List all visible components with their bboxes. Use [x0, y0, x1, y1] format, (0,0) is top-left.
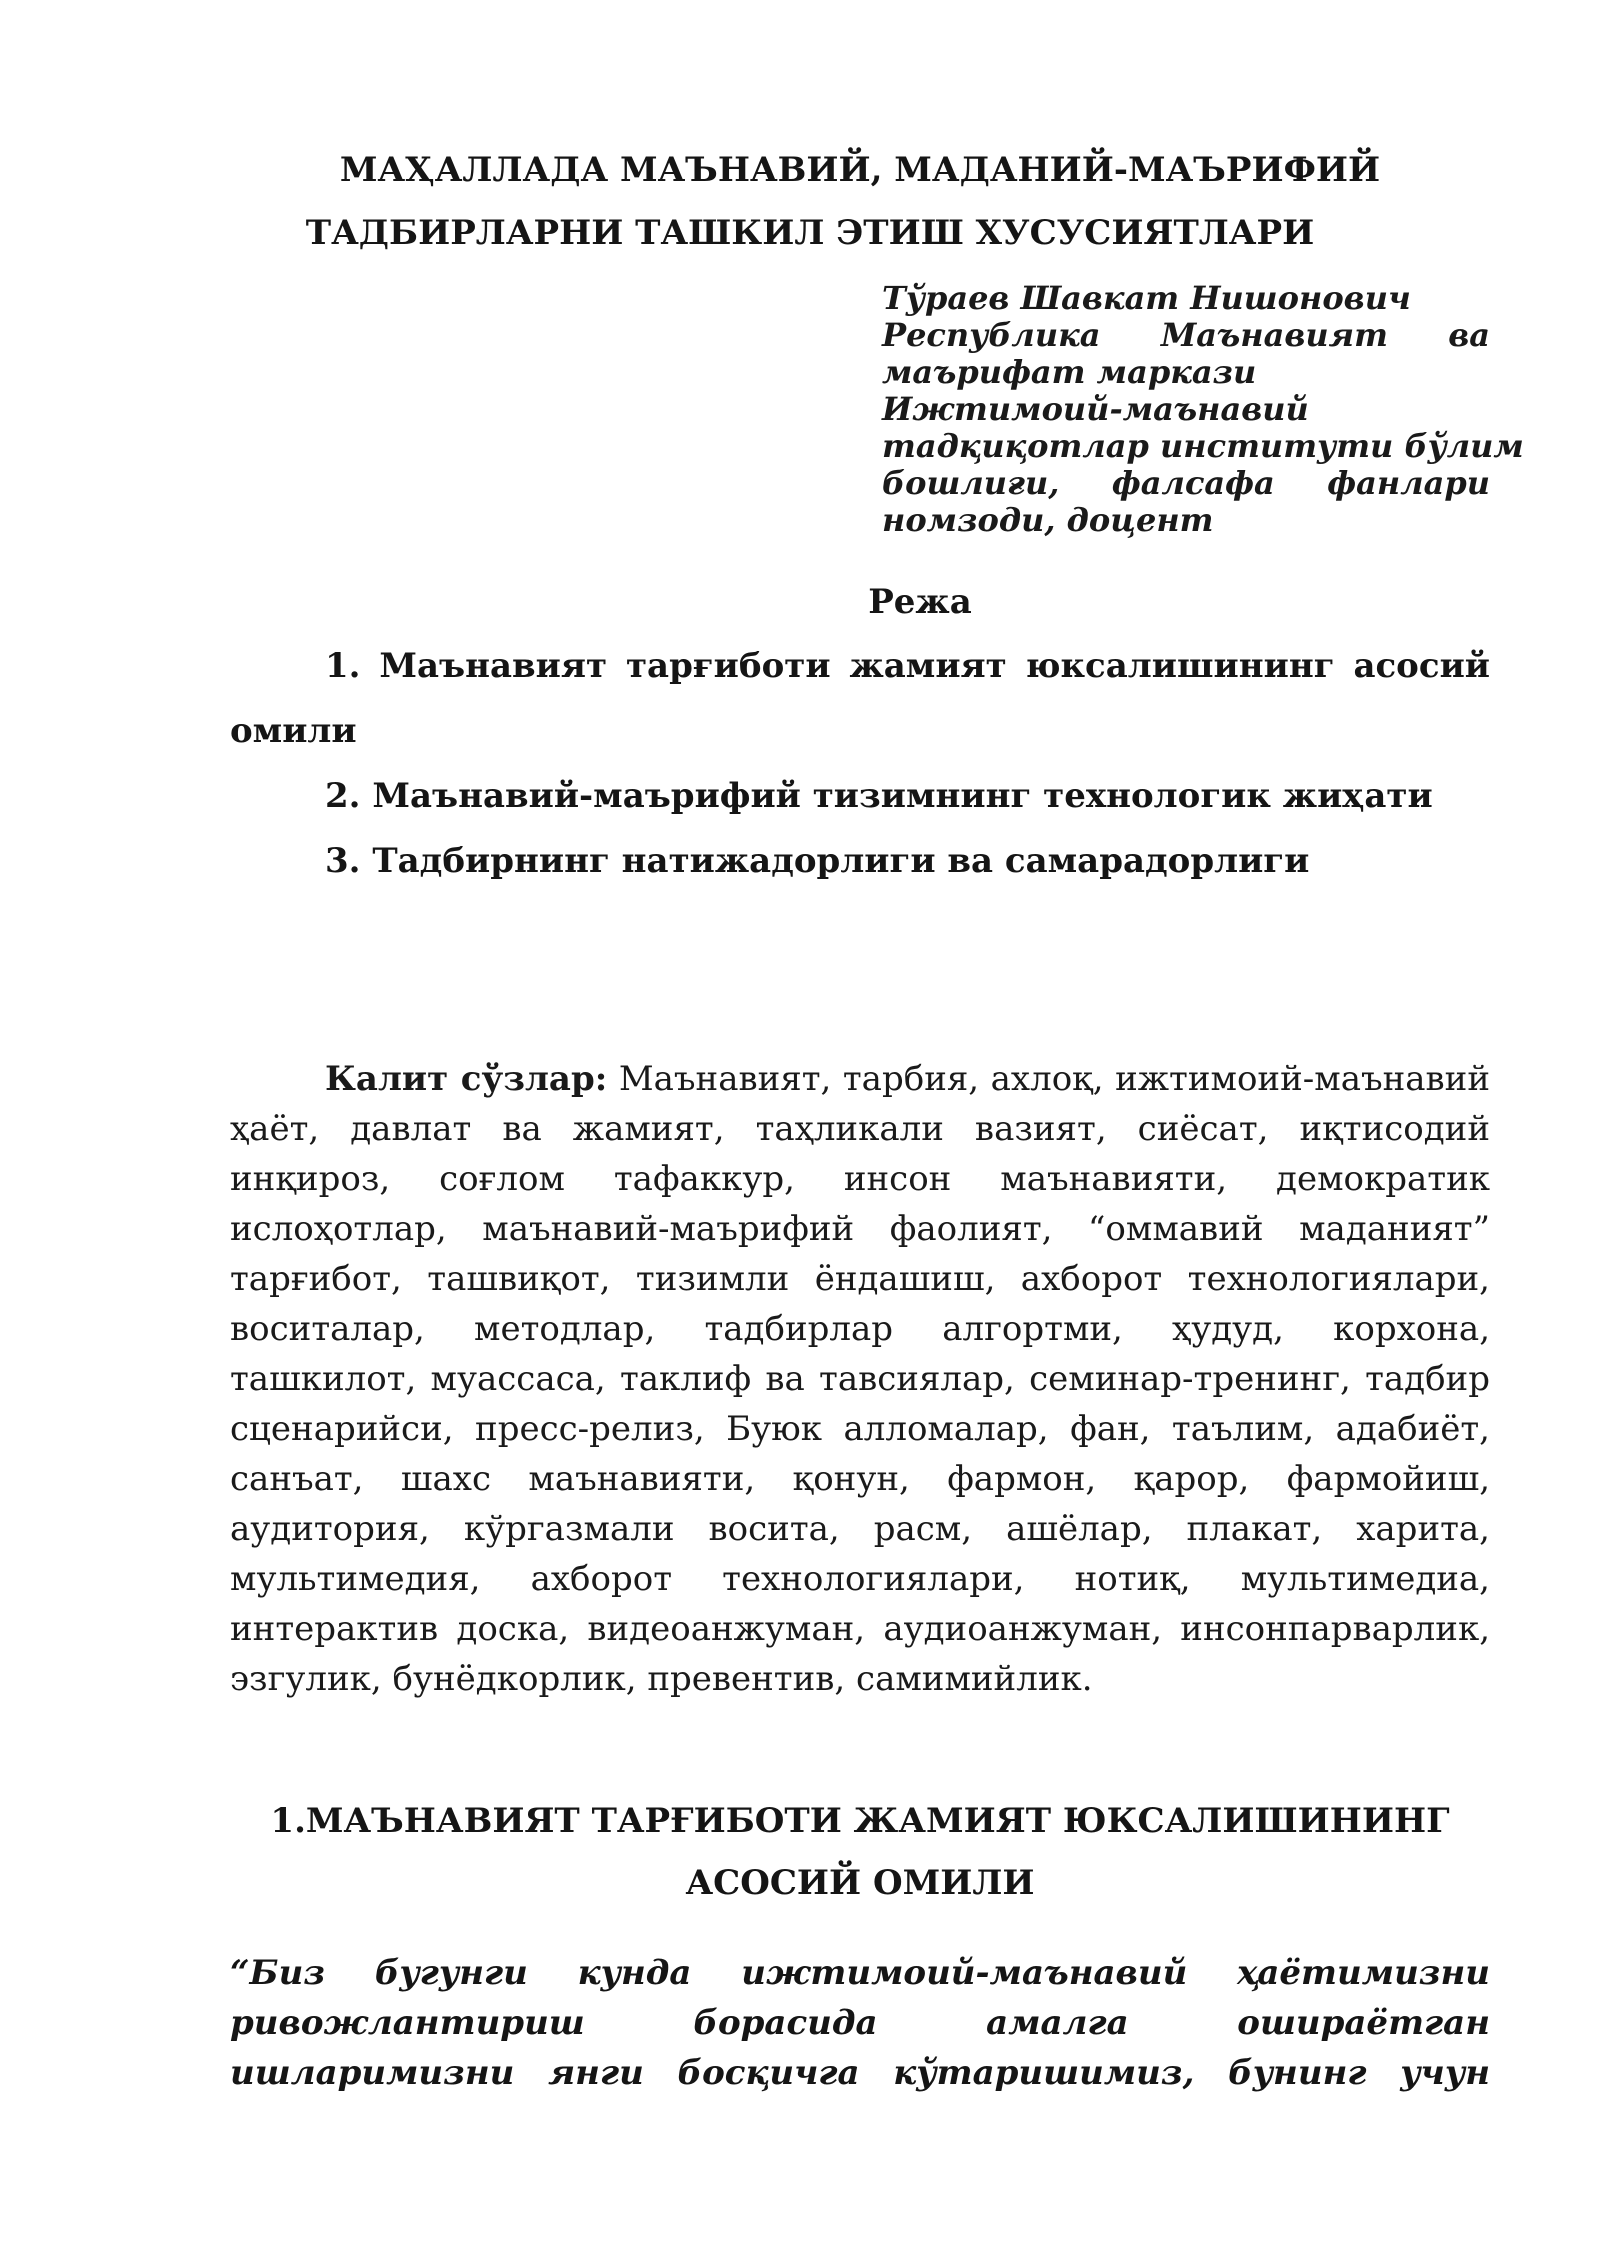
- author-affiliation-line: тадқиқотлар институти бўлим: [882, 427, 1524, 465]
- document-title-line-1: МАҲАЛЛАДА МАЪНАВИЙ, МАДАНИЙ-МАЪРИФИЙ: [339, 150, 1381, 190]
- plan-list: [230, 634, 1490, 894]
- author-name: Тўраев Шавкат Нишонович: [882, 279, 1411, 317]
- author-degree-line: номзоди, доцент: [882, 501, 1214, 539]
- author-affiliation-line: бошлиғи, фалсафа фанлари: [882, 464, 1490, 502]
- quote-line: ишларимизни янги босқичга кўтаришимиз, бунинг учун: [230, 2053, 1490, 2093]
- keywords-text: Маънавият, тарбия, ахлоқ, ижтимоий-маънавий ҳаёт, давлат ва жамият, таҳликали вазият, сиёсат, иқтисодий инқироз, соғлом тафаккур, инсон маънавияти, демократик ислоҳотлар, маънавий-маърифий фаолият, “оммавий маданият” тарғибот, ташвиқот, тизимли ёндашиш, ахборот технологиялари, воситалар, методлар, тадбирлар алгортми, ҳудуд, корхона, ташкилот, муассаса, таклиф ва тавсиялар, семинар-тренинг, тадбир сценарийси, пресс-релиз, Буюк алломалар, фан, таълим, адабиёт, санъат, шахс маънавияти, қонун, фармон, қарор, фармойиш, аудитория, кўргазмали восита, расм, ашёлар, плакат, харита, мультимедия, ахборот технологиялари, нотиқ, мультимедиа, интерактив доска, видеоанжуман, аудиоанжуман, инсонпарварлик, эзгулик, бунёдкорлик, превентив, самимийлик.: [230, 1059, 1490, 1699]
- plan-item-1: 1. Маънавият тарғиботи жамият юксалишининг асосий омили: [230, 646, 1490, 751]
- plan-heading: Режа: [868, 582, 972, 622]
- section-heading: [230, 1790, 1490, 1914]
- quote-line: “Биз бугунги кунда ижтимоий-маънавий ҳаётимизни: [230, 1953, 1490, 1993]
- plan-item-2: 2. Маънавий-маърифий тизимнинг технологик жиҳати: [325, 776, 1433, 816]
- author-block: [882, 279, 1524, 539]
- section-heading-line-1: 1.МАЪНАВИЯТ ТАРҒИБОТИ ЖАМИЯТ ЮКСАЛИШИНИНГ: [270, 1801, 1450, 1841]
- author-affiliation-line: Республика Маънавият ва: [882, 316, 1490, 354]
- author-affiliation-line: Ижтимоий-маънавий: [882, 390, 1309, 428]
- author-affiliation-line: маърифат маркази: [882, 353, 1257, 391]
- document-title-line-2: ТАДБИРЛАРНИ ТАШКИЛ ЭТИШ ХУСУСИЯТЛАРИ: [305, 213, 1315, 253]
- keywords-label: Калит сўзлар:: [325, 1059, 608, 1099]
- keywords-paragraph: [230, 1054, 1490, 1704]
- plan-item-3: 3. Тадбирнинг натижадорлиги ва самарадорлиги: [325, 841, 1310, 881]
- section-heading-line-2: АСОСИЙ ОМИЛИ: [685, 1863, 1035, 1903]
- quote-line: ривожлантириш борасида амалга ошираётган: [230, 2003, 1490, 2043]
- quote-paragraph: [230, 1948, 1490, 2098]
